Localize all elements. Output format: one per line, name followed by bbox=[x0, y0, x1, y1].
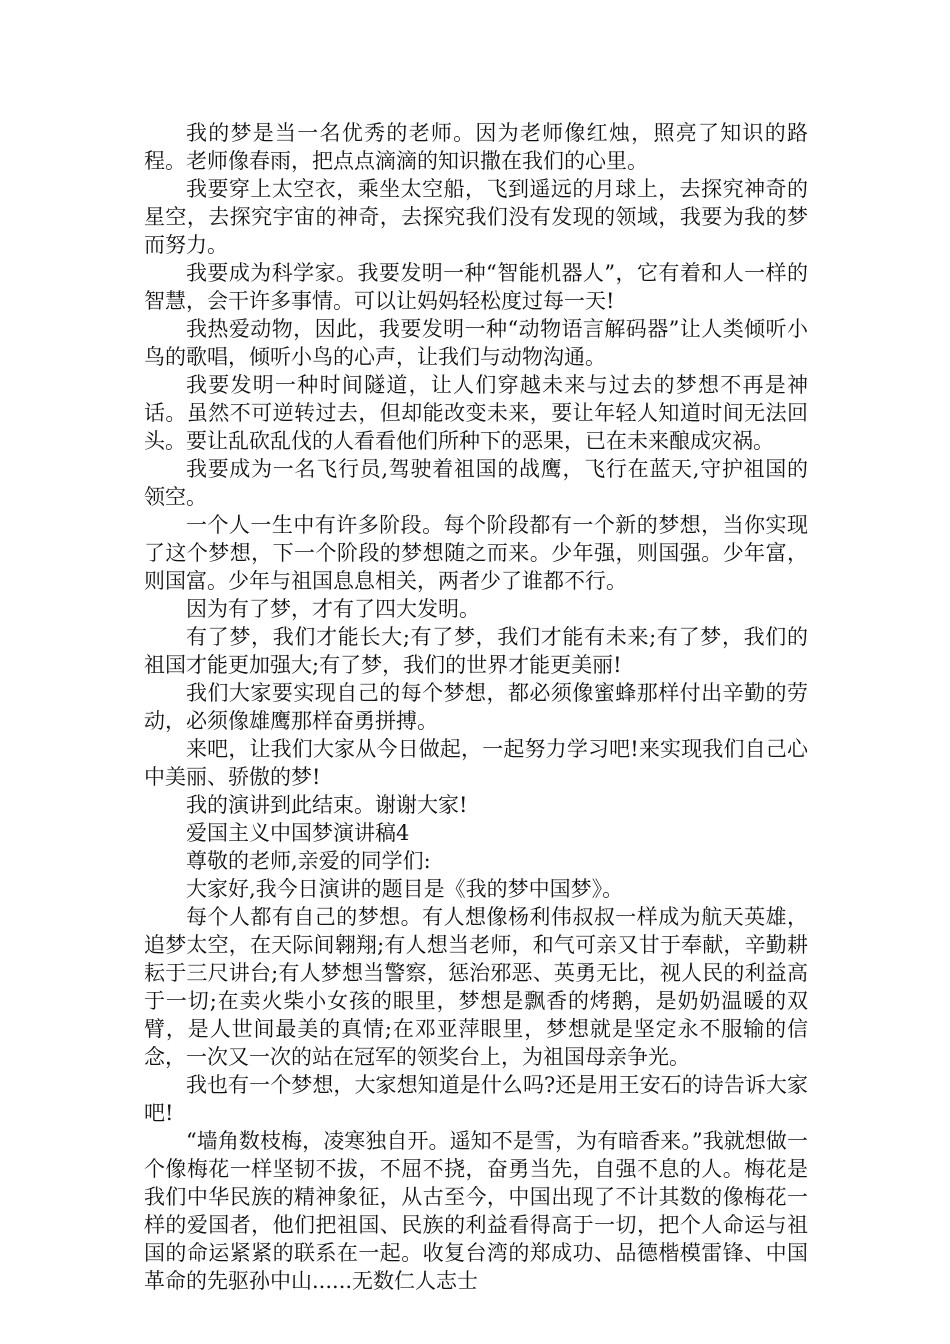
paragraph-call-to-action: 来吧，让我们大家从今日做起，一起努力学习吧!来实现我们自己心中美丽、骄傲的梦! bbox=[144, 737, 808, 789]
paragraph-salutation: 尊敬的老师,亲爱的同学们: bbox=[186, 849, 431, 873]
paragraph-life-stages: 一个人一生中有许多阶段。每个阶段都有一个新的梦想，当你实现了这个梦想，下一个阶段的梦想随之而来。少年强，则国强。少年富，则国富。少年与祖国息息相关，两者少了谁都不行。 bbox=[144, 513, 808, 593]
paragraph-four-inventions: 因为有了梦，才有了四大发明。 bbox=[186, 597, 480, 621]
paragraph-scientist-dream: 我要成为科学家。我要发明一种“智能机器人”，它有着和人一样的智慧，会干许多事情。可以让妈妈轻松度过每一天! bbox=[144, 261, 808, 313]
paragraph-teacher-dream: 我的梦是当一名优秀的老师。因为老师像红烛，照亮了知识的路程。老师像春雨，把点点滴滴的知识撒在我们的心里。 bbox=[144, 121, 808, 173]
paragraph-my-dream-question: 我也有一个梦想，大家想知道是什么吗?还是用王安石的诗告诉大家吧! bbox=[144, 1073, 808, 1125]
paragraph-time-tunnel: 我要发明一种时间隧道，让人们穿越未来与过去的梦想不再是神话。虽然不可逆转过去，但却能改变未来，要让年轻人知道时间无法回头。要让乱砍乱伐的人看看他们所种下的恶果，已在未来酿成灾祸。 bbox=[144, 373, 808, 453]
paragraph-space-dream: 我要穿上太空衣，乘坐太空船，飞到遥远的月球上，去探究神奇的星空，去探究宇宙的神奇，去探究我们没有发现的领域，我要为我的梦而努力。 bbox=[144, 177, 808, 257]
paragraph-animal-decoder: 我热爱动物，因此，我要发明一种“动物语言解码器”让人类倾听小鸟的歌唱，倾听小鸟的心声，让我们与动物沟通。 bbox=[144, 317, 808, 369]
paragraph-pilot-dream: 我要成为一名飞行员,驾驶着祖国的战鹰，飞行在蓝天,守护祖国的领空。 bbox=[144, 457, 808, 509]
paragraph-hard-work: 我们大家要实现自己的每个梦想，都必须像蜜蜂那样付出辛勤的劳动，必须像雄鹰那样奋勇拼搏。 bbox=[144, 681, 808, 733]
paragraph-everyone-dreams: 每个人都有自己的梦想。有人想像杨利伟叔叔一样成为航天英雄，追梦太空，在天际间翱翔;有人想当老师，和气可亲又甘于奉献，辛勤耕耘于三尺讲台;有人梦想当警察，惩治邪恶、英勇无比，视人民的利益高于一切;在卖火柴小女孩的眼里，梦想是飘香的烤鹅，是奶奶温暖的双臂，是人世间最美的真情;在邓亚萍眼里，梦想就是坚定永不服输的信念，一次又一次的站在冠军的领奖台上，为祖国母亲争光。 bbox=[144, 905, 808, 1069]
section-heading: 爱国主义中国梦演讲稿4 bbox=[186, 821, 410, 845]
paragraph-speech-end: 我的演讲到此结束。谢谢大家! bbox=[186, 793, 468, 817]
speech-text-body bbox=[144, 119, 808, 1295]
paragraph-speech-topic: 大家好,我今日演讲的题目是《我的梦中国梦》。 bbox=[186, 877, 624, 901]
paragraph-plum-blossom: “墙角数枝梅，凌寒独自开。遥知不是雪，为有暗香来。”我就想做一个像梅花一样坚韧不拔，不屈不挠，奋勇当先，自强不息的人。梅花是我们中华民族的精神象征，从古至今，中国出现了不计其数的像梅花一样的爱国者，他们把祖国、民族的利益看得高于一切，把个人命运与祖国的命运紧紧的联系在一起。收复台湾的郑成功、品德楷模雷锋、中国革命的先驱孙中山......无数仁人志士 bbox=[144, 1129, 808, 1293]
paragraph-with-dreams: 有了梦，我们才能长大;有了梦，我们才能有未来;有了梦，我们的祖国才能更加强大;有了梦，我们的世界才能更美丽! bbox=[144, 625, 808, 677]
